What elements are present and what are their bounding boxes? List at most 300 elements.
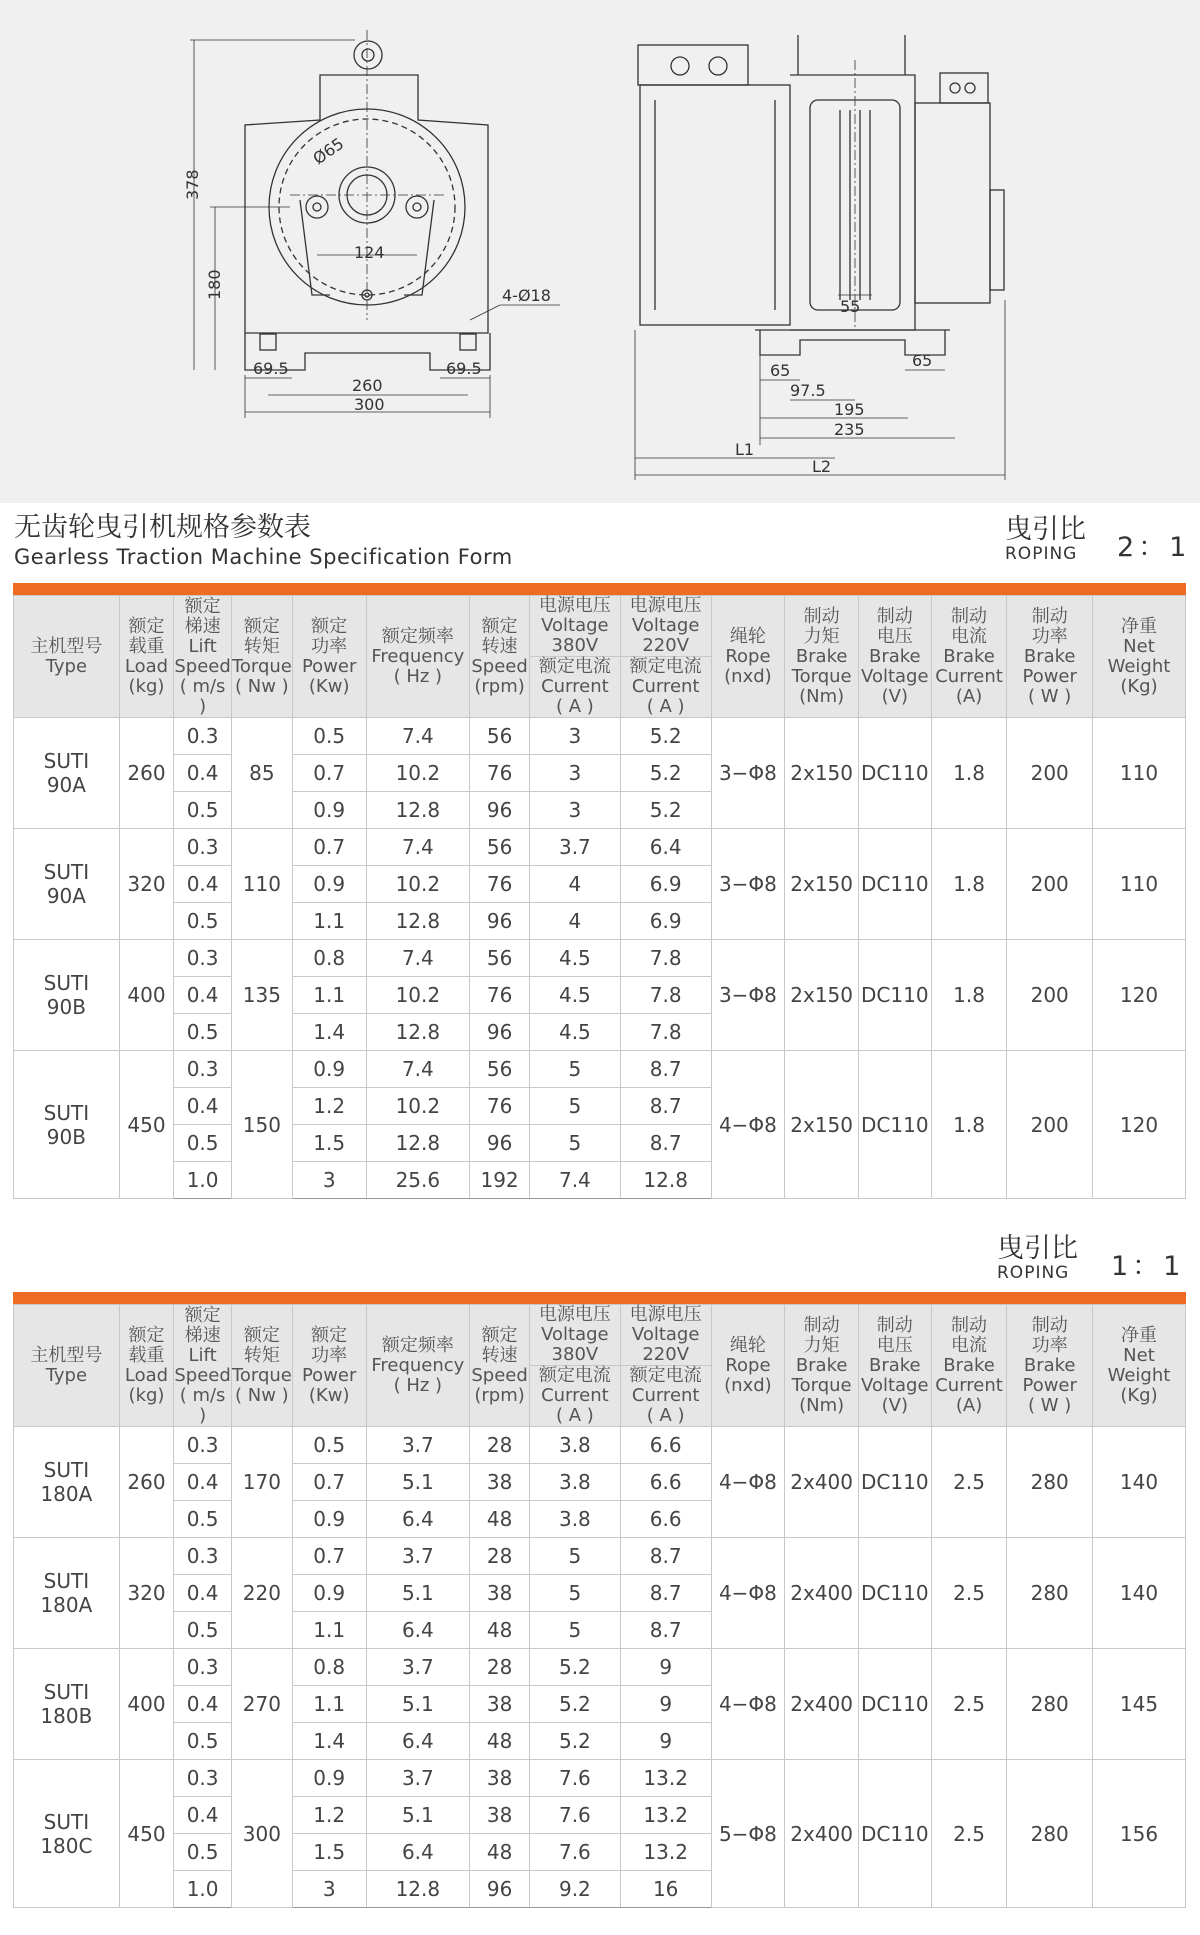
torque-cell: 270: [231, 1649, 292, 1760]
frequency-cell: 12.8: [366, 1125, 470, 1162]
frequency-cell: 10.2: [366, 755, 470, 792]
current220-cell: 6.9: [620, 866, 711, 903]
current380-cell: 3.7: [529, 829, 620, 866]
brake-current-cell: 2.5: [931, 1538, 1007, 1649]
speed-cell: 38: [470, 1575, 530, 1612]
header-line: 制动: [876, 1314, 913, 1336]
dim-235: 235: [834, 420, 865, 439]
header-line: 380V: [551, 1344, 599, 1365]
header-line: 额定频率: [381, 625, 454, 647]
header-line: ( A ): [555, 696, 594, 717]
brake-power-cell: 280: [1007, 1649, 1092, 1760]
power-cell: 0.9: [292, 1051, 366, 1088]
speed-cell: 38: [470, 1797, 530, 1834]
model-line: 180B: [40, 1704, 93, 1728]
header-brake-current: [931, 596, 1007, 718]
dim-65-left: 65: [770, 361, 791, 380]
power-cell: 1.5: [292, 1125, 366, 1162]
lift-speed-cell: 0.5: [174, 1125, 232, 1162]
model-line: SUTI: [43, 1569, 90, 1593]
weight-cell: 140: [1092, 1538, 1185, 1649]
header-line: (A): [955, 685, 983, 707]
brake-torque-cell: 2x400: [785, 1427, 859, 1538]
dim-55: 55: [840, 297, 861, 316]
header-line: Torque: [231, 655, 292, 677]
header-line: Torque: [791, 1374, 852, 1396]
header-line: Type: [45, 655, 88, 677]
header-brake-voltage: [858, 596, 931, 718]
lift-speed-cell: 0.5: [174, 1612, 232, 1649]
header-line: Voltage: [861, 1374, 929, 1396]
frequency-cell: 6.4: [366, 1612, 470, 1649]
header-line: 电压: [876, 1334, 913, 1356]
frequency-cell: 5.1: [366, 1797, 470, 1834]
roping-cn: 曳引比: [1005, 514, 1086, 545]
torque-cell: 150: [231, 1051, 292, 1199]
header-line: ( Nw ): [235, 675, 289, 697]
header-line: Voltage: [631, 1324, 700, 1345]
title-en: Gearless Traction Machine Specification Form: [14, 545, 513, 569]
dim-phi65: Ø65: [309, 133, 348, 169]
brake-current-cell: 2.5: [931, 1760, 1007, 1908]
current220-cell: 9: [620, 1686, 711, 1723]
header-line: Brake: [1023, 1354, 1076, 1376]
header-line: 电压: [876, 625, 913, 647]
title-cn: 无齿轮曳引机规格参数表: [14, 512, 311, 543]
current380-cell: 4: [529, 903, 620, 940]
current380-cell: 3.8: [529, 1501, 620, 1538]
model-cell: [14, 1427, 120, 1538]
header-line: 额定: [243, 615, 280, 637]
speed-cell: 38: [470, 1686, 530, 1723]
roping-en: ROPING: [997, 1263, 1070, 1283]
roping-cn: 曳引比: [997, 1233, 1078, 1264]
torque-cell: 110: [231, 829, 292, 940]
header-line: 制动: [951, 605, 988, 627]
dim-180: 180: [205, 269, 224, 300]
header-line: Frequency: [371, 645, 465, 667]
frequency-cell: 7.4: [366, 718, 470, 755]
lift-speed-cell: 1.0: [174, 1871, 232, 1908]
current380-cell: 3.8: [529, 1427, 620, 1464]
brake-power-cell: 280: [1007, 1427, 1092, 1538]
header-current220: [620, 657, 711, 718]
lift-speed-cell: 0.4: [174, 977, 232, 1014]
header-line: 转矩: [243, 635, 280, 657]
header-line: (Kg): [1120, 675, 1158, 697]
header-line: Power: [1022, 665, 1077, 687]
header-line: 额定: [311, 615, 348, 637]
header-line: 绳轮: [729, 1334, 766, 1356]
header-current380: [529, 1366, 620, 1427]
power-cell: 0.9: [292, 792, 366, 829]
header-line: Rope: [725, 645, 771, 667]
header-brake-power: [1007, 1305, 1092, 1427]
form-title: [14, 512, 513, 570]
frequency-cell: 7.4: [366, 829, 470, 866]
header-line: 额定: [311, 1324, 348, 1346]
brake-torque-cell: 2x150: [785, 718, 859, 829]
header-power: [292, 1305, 366, 1427]
dim-4-phi18: 4-Ø18: [502, 286, 551, 305]
header-line: 电源电压: [538, 595, 611, 616]
speed-cell: 56: [470, 1051, 530, 1088]
header-line: 主机型号: [30, 1344, 103, 1366]
header-line: Current: [541, 676, 609, 697]
frequency-cell: 5.1: [366, 1686, 470, 1723]
frequency-cell: 12.8: [366, 792, 470, 829]
header-line: Brake: [1023, 645, 1076, 667]
model-line: 180A: [40, 1593, 93, 1617]
table-row: [14, 940, 1186, 977]
speed-cell: 76: [470, 866, 530, 903]
frequency-cell: 3.7: [366, 1649, 470, 1686]
header-line: (nxd): [724, 1374, 772, 1396]
header-line: 电源电压: [629, 1304, 702, 1325]
header-line: Load: [124, 655, 169, 677]
power-cell: 0.9: [292, 1575, 366, 1612]
model-line: 90A: [46, 884, 86, 908]
torque-cell: 85: [231, 718, 292, 829]
current220-cell: 8.7: [620, 1575, 711, 1612]
header-line: Net: [1123, 635, 1155, 657]
power-cell: 0.5: [292, 718, 366, 755]
current220-cell: 9: [620, 1649, 711, 1686]
header-brake-torque: [785, 1305, 859, 1427]
rope-cell: 4−Φ8: [711, 1427, 785, 1538]
current220-cell: 8.7: [620, 1051, 711, 1088]
header-line: Weight: [1107, 1364, 1171, 1386]
brake-power-cell: 200: [1007, 718, 1092, 829]
header-line: Power: [301, 1364, 357, 1386]
roping-ratio: 1：1: [1111, 1251, 1185, 1282]
model-line: SUTI: [43, 1100, 90, 1125]
dim-69-5-right: 69.5: [446, 359, 482, 378]
side-view-drawing: [635, 35, 1005, 480]
lift-speed-cell: 0.5: [174, 1723, 232, 1760]
speed-cell: 96: [470, 903, 530, 940]
dim-260: 260: [352, 376, 383, 395]
header-line: 电源电压: [538, 1304, 611, 1325]
header-line: Brake: [868, 645, 921, 667]
header-voltage220: [620, 596, 711, 657]
dim-65-right: 65: [912, 351, 933, 370]
header-frequency: [366, 1305, 470, 1427]
weight-cell: 156: [1092, 1760, 1185, 1908]
speed-cell: 48: [470, 1612, 530, 1649]
header-line: (V): [881, 685, 908, 707]
current380-cell: 4.5: [529, 1014, 620, 1051]
header-current380: [529, 657, 620, 718]
header-weight: [1092, 1305, 1185, 1427]
table-row: [14, 1051, 1186, 1088]
weight-cell: 140: [1092, 1427, 1185, 1538]
load-cell: 450: [119, 1051, 173, 1199]
current380-cell: 9.2: [529, 1871, 620, 1908]
header-line: Brake: [795, 645, 848, 667]
header-line: 制动: [803, 605, 840, 627]
frequency-cell: 10.2: [366, 1088, 470, 1125]
load-cell: 400: [119, 940, 173, 1051]
frequency-cell: 12.8: [366, 903, 470, 940]
speed-cell: 48: [470, 1501, 530, 1538]
current380-cell: 5.2: [529, 1649, 620, 1686]
power-cell: 0.5: [292, 1427, 366, 1464]
header-line: 力矩: [803, 1334, 840, 1356]
header-row: [14, 1305, 1186, 1366]
current220-cell: 6.9: [620, 903, 711, 940]
brake-power-cell: 200: [1007, 940, 1092, 1051]
header-torque: [231, 596, 292, 718]
power-cell: 0.9: [292, 1760, 366, 1797]
current220-cell: 13.2: [620, 1797, 711, 1834]
current380-cell: 7.4: [529, 1162, 620, 1199]
model-cell: [14, 1760, 120, 1908]
header-line: Frequency: [371, 1354, 465, 1376]
current220-cell: 5.2: [620, 755, 711, 792]
load-cell: 320: [119, 829, 173, 940]
frequency-cell: 3.7: [366, 1427, 470, 1464]
brake-voltage-cell: DC110: [858, 1051, 931, 1199]
frequency-cell: 7.4: [366, 940, 470, 977]
header-line: 梯速: [184, 615, 221, 637]
lift-speed-cell: 0.5: [174, 903, 232, 940]
current220-cell: 8.7: [620, 1088, 711, 1125]
header-speed: [470, 1305, 530, 1427]
header-line: Current: [935, 1374, 1003, 1396]
brake-voltage-cell: DC110: [858, 829, 931, 940]
brake-power-cell: 200: [1007, 1051, 1092, 1199]
power-cell: 0.7: [292, 1464, 366, 1501]
brake-voltage-cell: DC110: [858, 718, 931, 829]
rope-cell: 3−Φ8: [711, 829, 785, 940]
load-cell: 400: [119, 1649, 173, 1760]
header-line: 额定: [128, 615, 165, 637]
header-line: 额定电流: [629, 1365, 702, 1386]
lift-speed-cell: 0.4: [174, 1686, 232, 1723]
power-cell: 1.1: [292, 977, 366, 1014]
header-line: (kg): [128, 1384, 165, 1406]
lift-speed-cell: 0.3: [174, 940, 232, 977]
current380-cell: 3: [529, 718, 620, 755]
roping-en: ROPING: [1005, 544, 1078, 564]
header-line: (kg): [128, 675, 165, 697]
header-line: 额定: [184, 1304, 221, 1326]
current220-cell: 6.6: [620, 1464, 711, 1501]
header-line: Current: [631, 676, 700, 697]
load-cell: 320: [119, 1538, 173, 1649]
current380-cell: 3: [529, 792, 620, 829]
current380-cell: 5.2: [529, 1723, 620, 1760]
header-line: (A): [955, 1394, 983, 1416]
current380-cell: 7.6: [529, 1834, 620, 1871]
model-cell: [14, 829, 120, 940]
header-line: (Kw): [308, 1384, 350, 1406]
header-line: 力矩: [803, 625, 840, 647]
header-line: Current: [631, 1385, 700, 1406]
lift-speed-cell: 0.3: [174, 1051, 232, 1088]
power-cell: 3: [292, 1871, 366, 1908]
table-row: [14, 718, 1186, 755]
current220-cell: 6.6: [620, 1427, 711, 1464]
model-line: 180A: [40, 1482, 93, 1506]
header-torque: [231, 1305, 292, 1427]
header-line: 电流: [951, 625, 988, 647]
brake-torque-cell: 2x400: [785, 1538, 859, 1649]
roping-ratio: 2：1: [1117, 532, 1191, 563]
roping-label-1: [1005, 514, 1191, 564]
weight-cell: 110: [1092, 829, 1185, 940]
header-current220: [620, 1366, 711, 1427]
header-voltage380: [529, 596, 620, 657]
current380-cell: 5: [529, 1612, 620, 1649]
brake-voltage-cell: DC110: [858, 1649, 931, 1760]
header-line: Torque: [791, 665, 852, 687]
dim-L1: L1: [735, 440, 755, 459]
lift-speed-cell: 0.3: [174, 1760, 232, 1797]
current380-cell: 5.2: [529, 1686, 620, 1723]
header-line: (V): [881, 1394, 908, 1416]
header-line: 功率: [311, 635, 348, 657]
header-line: 额定: [481, 615, 518, 637]
speed-cell: 56: [470, 829, 530, 866]
frequency-cell: 10.2: [366, 977, 470, 1014]
header-line: (Nm): [799, 1394, 845, 1416]
table-row: [14, 829, 1186, 866]
header-line: 电源电压: [629, 595, 702, 616]
header-line: Load: [124, 1364, 169, 1386]
speed-cell: 48: [470, 1834, 530, 1871]
frequency-cell: 12.8: [366, 1014, 470, 1051]
header-line: Net: [1123, 1344, 1155, 1366]
header-line: 功率: [1031, 1334, 1068, 1356]
header-load: [119, 1305, 173, 1427]
model-line: SUTI: [43, 1680, 90, 1704]
power-cell: 0.7: [292, 755, 366, 792]
spec-table-roping-1-1: [13, 1304, 1186, 1908]
header-voltage380: [529, 1305, 620, 1366]
front-view-drawing: [190, 30, 560, 418]
rope-cell: 5−Φ8: [711, 1760, 785, 1908]
header-line: 制动: [876, 605, 913, 627]
speed-cell: 48: [470, 1723, 530, 1760]
load-cell: 450: [119, 1760, 173, 1908]
model-line: SUTI: [43, 749, 90, 773]
lift-speed-cell: 0.5: [174, 1834, 232, 1871]
header-line: 功率: [311, 1344, 348, 1366]
brake-voltage-cell: DC110: [858, 1427, 931, 1538]
brake-power-cell: 280: [1007, 1760, 1092, 1908]
dim-124: 124: [354, 243, 385, 262]
header-line: Lift: [188, 1344, 217, 1366]
brake-torque-cell: 2x150: [785, 1051, 859, 1199]
power-cell: 0.9: [292, 1501, 366, 1538]
brake-current-cell: 1.8: [931, 829, 1007, 940]
header-line: Voltage: [861, 665, 929, 687]
lift-speed-cell: 0.3: [174, 1427, 232, 1464]
rope-cell: 3−Φ8: [711, 940, 785, 1051]
header-rope: [711, 1305, 785, 1427]
frequency-cell: 6.4: [366, 1834, 470, 1871]
power-cell: 1.2: [292, 1797, 366, 1834]
model-line: 90B: [46, 995, 86, 1019]
header-line: (Kg): [1120, 1384, 1158, 1406]
header-line: Speed: [471, 1364, 528, 1386]
header-line: 220V: [642, 635, 690, 656]
header-line: 绳轮: [729, 625, 766, 647]
power-cell: 3: [292, 1162, 366, 1199]
current380-cell: 5: [529, 1088, 620, 1125]
header-line: (Nm): [799, 685, 845, 707]
rope-cell: 4−Φ8: [711, 1051, 785, 1199]
brake-current-cell: 1.8: [931, 1051, 1007, 1199]
lift-speed-cell: 0.5: [174, 1014, 232, 1051]
header-load: [119, 596, 173, 718]
header-line: 转速: [481, 635, 518, 657]
lift-speed-cell: 0.4: [174, 755, 232, 792]
current220-cell: 6.4: [620, 829, 711, 866]
header-line: ( A ): [555, 1405, 594, 1426]
dim-69-5-left: 69.5: [253, 359, 289, 378]
weight-cell: 120: [1092, 940, 1185, 1051]
rope-cell: 4−Φ8: [711, 1649, 785, 1760]
header-line: Torque: [231, 1364, 292, 1386]
header-line: (rpm): [474, 1384, 525, 1406]
lift-speed-cell: 0.4: [174, 1797, 232, 1834]
speed-cell: 28: [470, 1538, 530, 1575]
header-line: Current: [541, 1385, 609, 1406]
current380-cell: 3: [529, 755, 620, 792]
torque-cell: 135: [231, 940, 292, 1051]
brake-power-cell: 200: [1007, 829, 1092, 940]
current220-cell: 13.2: [620, 1760, 711, 1797]
header-line: 功率: [1031, 625, 1068, 647]
dim-378: 378: [183, 169, 202, 200]
current220-cell: 8.7: [620, 1538, 711, 1575]
brake-voltage-cell: DC110: [858, 940, 931, 1051]
header-line: 转矩: [243, 1344, 280, 1366]
brake-current-cell: 2.5: [931, 1427, 1007, 1538]
current220-cell: 7.8: [620, 977, 711, 1014]
brake-current-cell: 2.5: [931, 1649, 1007, 1760]
header-type: [14, 1305, 120, 1427]
header-line: Power: [301, 655, 357, 677]
header-line: Voltage: [541, 615, 609, 636]
current220-cell: 5.2: [620, 718, 711, 755]
speed-cell: 76: [470, 1088, 530, 1125]
header-line: ( Nw ): [235, 1384, 289, 1406]
current380-cell: 3.8: [529, 1464, 620, 1501]
technical-drawing: [0, 0, 1200, 503]
power-cell: 1.1: [292, 903, 366, 940]
header-line: 制动: [1031, 1314, 1068, 1336]
model-line: 90A: [46, 773, 86, 797]
speed-cell: 192: [470, 1162, 530, 1199]
header-line: ( m/s ): [179, 1384, 226, 1426]
dim-L2: L2: [812, 457, 832, 476]
header-voltage220: [620, 1305, 711, 1366]
frequency-cell: 10.2: [366, 866, 470, 903]
frequency-cell: 25.6: [366, 1162, 470, 1199]
header-lift-speed: [174, 596, 232, 718]
header-frequency: [366, 596, 470, 718]
brake-torque-cell: 2x150: [785, 940, 859, 1051]
model-cell: [14, 940, 120, 1051]
torque-cell: 300: [231, 1760, 292, 1908]
torque-cell: 170: [231, 1427, 292, 1538]
header-line: Brake: [943, 645, 995, 667]
lift-speed-cell: 0.3: [174, 718, 232, 755]
